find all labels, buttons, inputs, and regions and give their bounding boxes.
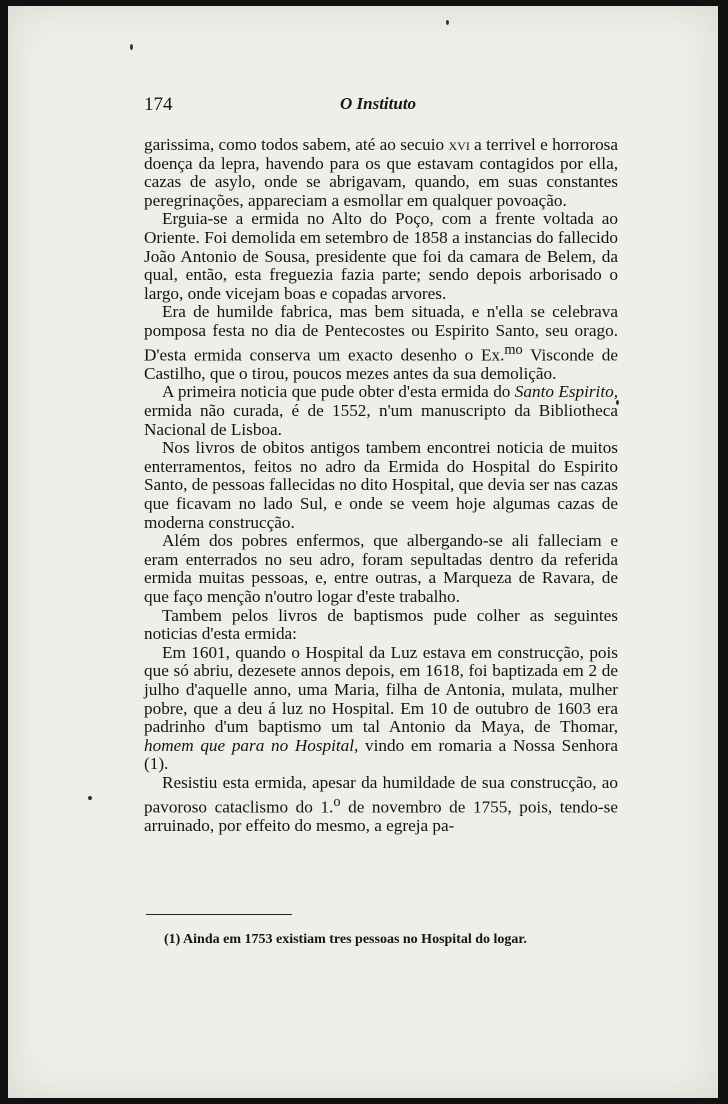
paragraph: Erguia-se a ermida no Alto do Poço, com a frente voltada ao Oriente. Foi demolida em setembro de 1858 a instancias do fallecido João Antonio de Sousa, presidente que foi da camara de Belem, da qual, então, esta freguezia fazia parte; sendo depois arborisado o largo, onde vicejam boas e copadas arvores. <box>144 209 618 303</box>
paragraph: Nos livros de obitos antigos tambem encontrei noticia de muitos enterramentos, feitos no adro da Ermida do Hospital do Espirito Santo, de pessoas fallecidas no dito Hospital, que devia ser nas cazas que ficavam no lado Sul, e onde se veem hoje algumas cazas de moderna construcção. <box>144 438 618 532</box>
paragraph: Em 1601, quando o Hospital da Luz estava em construcção, pois que só abriu, dezesete annos depois, em 1618, foi baptizada em 2 de julho d'aquelle anno, uma Maria, filha de Antonia, mulata, mulher pobre, que a deu á luz no Hospital. Em 10 de outubro de 1603 era padrinho d'um baptismo um tal Antonio da Maya, de Thomar, homem que para no Hospital, vindo em romaria a Nossa Senhora (1). <box>144 642 618 774</box>
paragraph: Era de humilde fabrica, mas bem situada, e n'ella se celebrava pomposa festa no dia de Pentecostes ou Espirito Santo, seu orago. D'esta ermida conserva um exacto desenho o Ex.$^{mo}$ Visconde de Castilho, que o tirou, poucos mezes antes da sua demolição. <box>144 302 618 383</box>
footnote-divider <box>146 914 292 915</box>
paragraph: Tambem pelos livros de baptismos pude colher as seguintes noticias d'esta ermida: <box>144 605 618 644</box>
paragraph: Resistiu esta ermida, apesar da humildade de sua construcção, ao pavoroso cataclismo do 1.$^o$ de novembro de 1755, pois, tendo-se arruinado, por effeito do mesmo, a egreja pa- <box>144 772 618 835</box>
paper-speck <box>88 796 92 800</box>
paper-speck <box>130 44 133 50</box>
paragraph: A primeira noticia que pude obter d'esta ermida do Santo Espirito, ermida não curada, é de 1552, n'um manuscripto da Bibliotheca Nacional de Lisboa. <box>144 382 619 439</box>
paragraph: Além dos pobres enfermos, que albergando-se ali falleciam e eram enterrados no seu adro, foram sepultadas dentro da referida ermida muitas pessoas, e, entre outras, a Marqueza de Ravara, de que faço menção n'outro logar d'este trabalho. <box>144 531 618 606</box>
paper-speck <box>446 20 449 25</box>
paragraph: garissima, como todos sabem, até ao secuio xvi a terrivel e horrorosa doença da lepra, havendo para os que estavam contagidos por ella, cazas de asylo, onde se abrigavam, quando, em suas constantes peregrinações, appareciam a esmollar em qualquer povoação. <box>144 135 618 210</box>
page-number: 174 <box>144 94 173 115</box>
running-title: O Instituto <box>340 94 417 113</box>
body-text <box>144 136 618 835</box>
page-header <box>144 94 618 120</box>
footnote: (1) Ainda em 1753 existiam tres pessoas no Hospital do logar. <box>164 932 527 947</box>
